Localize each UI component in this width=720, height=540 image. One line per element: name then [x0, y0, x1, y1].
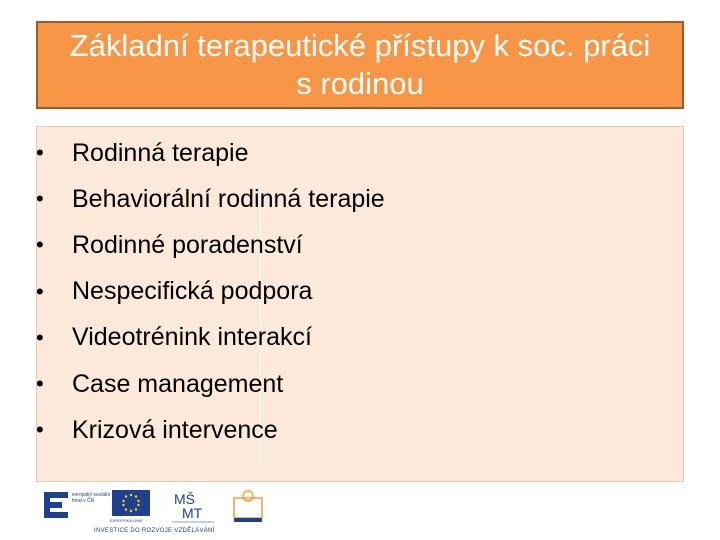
list-item-label: Rodinná terapie: [72, 138, 249, 167]
bullet-icon: •: [36, 186, 44, 212]
list-item: [36, 130, 385, 176]
list-item-label: Rodinné poradenství: [72, 230, 303, 259]
list-item-label: Krizová intervence: [72, 415, 278, 444]
list-item: [36, 407, 385, 453]
esf-text: evropský sociální fond v ČR: [72, 492, 111, 504]
list-item-label: Case management: [72, 369, 284, 398]
footer-logos: [42, 486, 282, 536]
op-logo-icon: [230, 488, 266, 524]
bullet-icon: •: [36, 232, 44, 258]
eu-flag-icon: [112, 490, 150, 516]
list-item-label: Nespecifická podpora: [72, 277, 313, 306]
bullet-icon: •: [36, 417, 44, 443]
list-item: [36, 222, 385, 268]
footer-caption: INVESTICE DO ROZVOJE VZDĚLÁVÁNÍ: [94, 528, 215, 534]
list-item: [36, 361, 385, 407]
svg-text:MT: MT: [182, 505, 203, 521]
bullet-icon: •: [36, 278, 44, 304]
slide-title: Základní terapeutické přístupy k soc. práci s rodinou: [69, 28, 651, 101]
svg-text:MŠ: MŠ: [174, 491, 195, 507]
bullet-icon: •: [36, 324, 44, 350]
esf-logo-icon: [42, 490, 70, 524]
slide-title-box: [36, 21, 684, 109]
msmt-logo-icon: [170, 486, 216, 526]
list-item: [36, 176, 385, 222]
bullet-icon: •: [36, 371, 44, 397]
list-item: [36, 269, 385, 315]
list-item: [36, 315, 385, 361]
list-item-label: Behaviorální rodinná terapie: [72, 184, 385, 213]
bullet-list: [36, 130, 385, 453]
eu-text: EVROPSKÁ UNIE: [110, 518, 143, 523]
list-item-label: Videotrénink interakcí: [72, 323, 312, 352]
bullet-icon: •: [36, 140, 44, 166]
